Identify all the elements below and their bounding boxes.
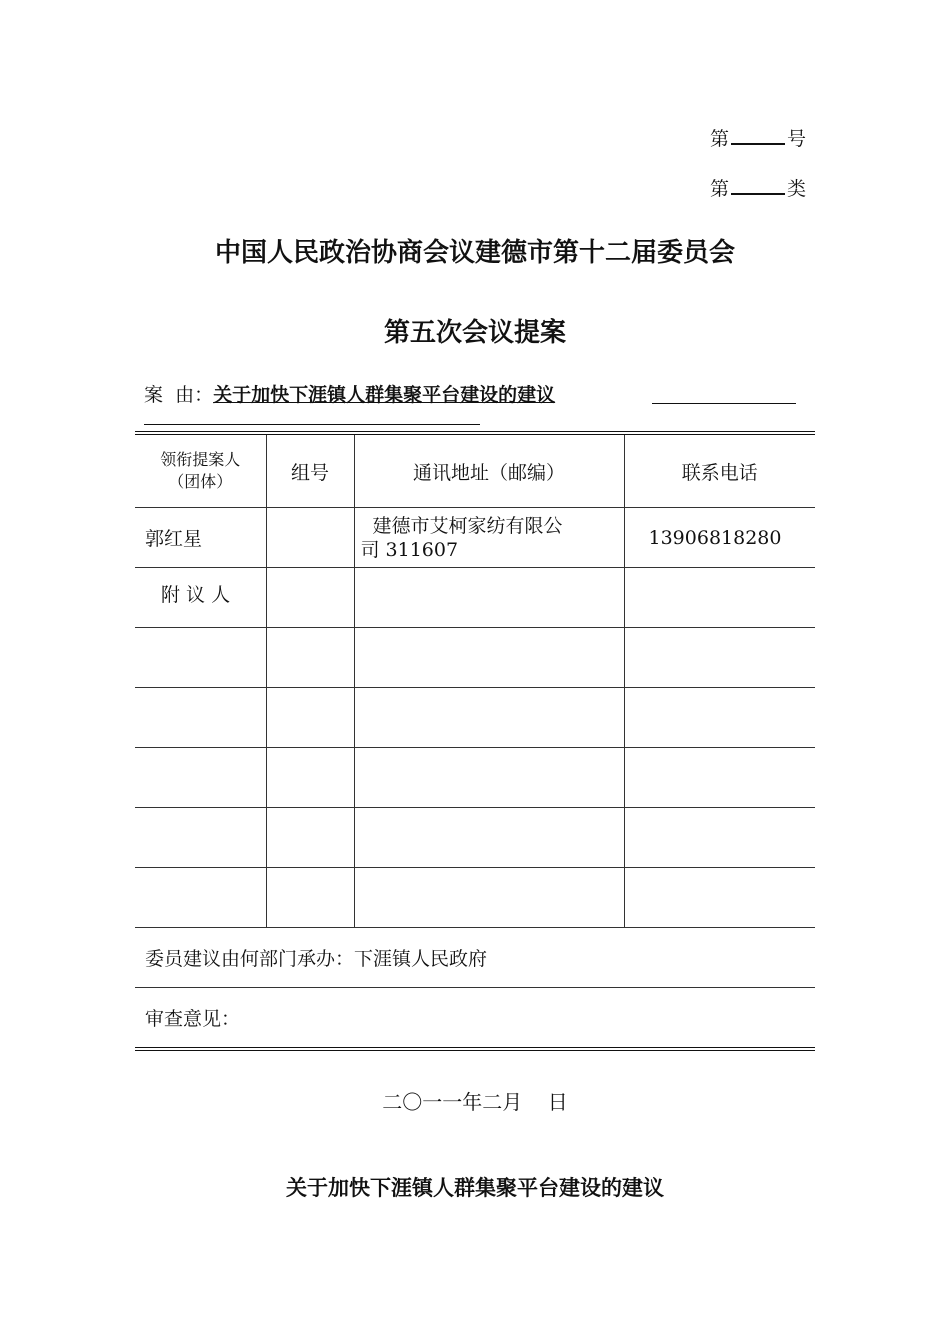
empty-cell [354, 748, 624, 808]
table-row [135, 688, 815, 748]
lead-address-cell [354, 508, 624, 568]
table-row [135, 568, 815, 628]
table-row [135, 508, 815, 568]
empty-cell [135, 688, 266, 748]
case-row [144, 380, 555, 407]
header-lead-proposer [135, 433, 266, 508]
empty-cell [354, 808, 624, 868]
case-underline-extension [652, 403, 796, 404]
handler-label: 委员建议由何部门承办： [145, 948, 355, 970]
proposal-category [710, 174, 806, 201]
empty-cell [135, 628, 266, 688]
handler-row [135, 928, 815, 988]
review-row [135, 988, 815, 1050]
document-title: 中国人民政治协商会议建德市第十二届委员会 [214, 238, 735, 268]
header-lead-line1: 领衔提案人 [160, 450, 241, 469]
empty-cell [624, 568, 815, 628]
empty-cell [624, 628, 815, 688]
empty-cell [354, 868, 624, 928]
review-label: 审查意见： [145, 1008, 241, 1030]
empty-cell [354, 628, 624, 688]
empty-cell [266, 868, 354, 928]
document-subtitle: 第五次会议提案 [383, 318, 566, 348]
empty-cell [354, 688, 624, 748]
header-address: 通讯地址（邮编） [354, 433, 624, 508]
case-second-underline [144, 424, 480, 425]
empty-cell [135, 808, 266, 868]
lead-group-cell [266, 508, 354, 568]
number-blank [731, 125, 785, 145]
proposal-date: 二〇一一年二月 日 [382, 1090, 568, 1114]
proposal-number [710, 124, 806, 151]
cosigner-label: 附 议 人 [135, 568, 266, 628]
number-prefix: 第 [709, 128, 729, 150]
empty-cell [624, 808, 815, 868]
number-suffix: 号 [786, 128, 806, 150]
category-blank [731, 175, 785, 195]
empty-cell [135, 748, 266, 808]
header-phone: 联系电话 [624, 433, 815, 508]
table-row [135, 808, 815, 868]
table-row [135, 628, 815, 688]
address-line1: 建德市艾柯家纺有限公 [372, 514, 563, 537]
table-row [135, 748, 815, 808]
category-suffix: 类 [786, 178, 806, 200]
category-prefix: 第 [709, 178, 729, 200]
header-group: 组号 [266, 433, 354, 508]
empty-cell [135, 868, 266, 928]
empty-cell [266, 748, 354, 808]
empty-cell [266, 628, 354, 688]
handler-cell [135, 928, 815, 988]
empty-cell [266, 808, 354, 868]
table-header-row [135, 433, 815, 508]
table-row [135, 868, 815, 928]
handler-value: 下涯镇人民政府 [354, 948, 488, 970]
address-line2: 司 311607 [360, 538, 459, 561]
empty-cell [624, 748, 815, 808]
case-label: 案 由： [144, 384, 214, 406]
review-cell [135, 988, 815, 1050]
lead-proposer-name: 郭红星 [135, 508, 266, 568]
empty-cell [266, 688, 354, 748]
proposer-table [135, 431, 815, 1051]
empty-cell [266, 568, 354, 628]
empty-cell [624, 868, 815, 928]
case-subject: 关于加快下涯镇人群集聚平台建设的建议 [213, 384, 556, 406]
lead-phone-cell: 13906818280 [624, 508, 815, 568]
proposal-body-title: 关于加快下涯镇人群集聚平台建设的建议 [286, 1176, 664, 1200]
empty-cell [354, 568, 624, 628]
header-lead-line2: （团体） [168, 472, 233, 491]
empty-cell [624, 688, 815, 748]
